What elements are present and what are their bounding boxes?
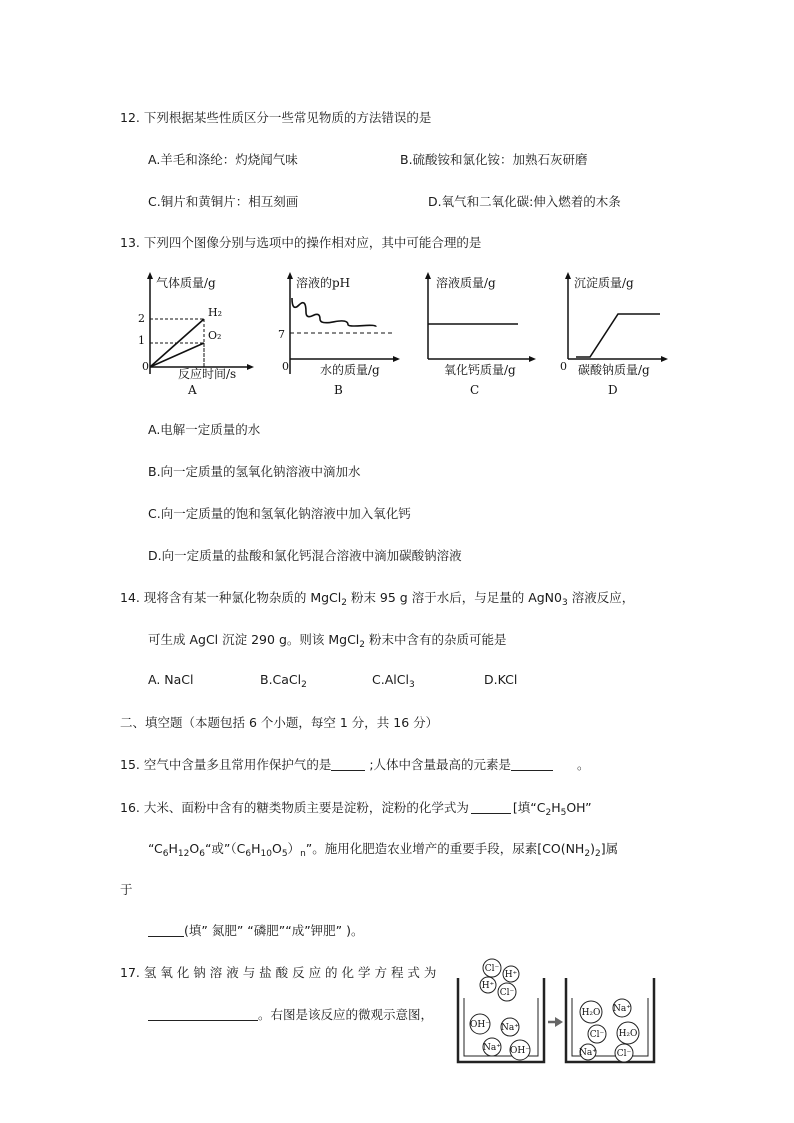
- svg-text:Na⁺: Na⁺: [579, 1048, 597, 1058]
- chart-a-origin: 0: [142, 360, 149, 373]
- ion: [483, 1038, 501, 1056]
- chart-a: [120, 270, 255, 400]
- ion: [501, 1018, 519, 1036]
- q12-option-a: A.羊毛和涤纶：灼烧闻气味: [148, 152, 298, 167]
- chart-c-label: C: [470, 383, 480, 397]
- svg-text:H⁺: H⁺: [481, 981, 495, 991]
- svg-text:Na⁺: Na⁺: [483, 1043, 501, 1053]
- q15: 15. 空气中含量多且常用作保护气的是 ;人体中含量最高的元素是 。: [120, 757, 590, 772]
- q13-option-c: C.向一定质量的饱和氢氧化钠溶液中加入氧化钙: [148, 506, 411, 521]
- chart-d-line: [576, 314, 660, 357]
- q16-line3: 于: [120, 882, 133, 897]
- chart-a-line-o2: [150, 343, 204, 367]
- q13-option-d: D.向一定质量的盐酸和氯化钙混合溶液中滴加碳酸钠溶液: [148, 548, 462, 563]
- chart-b-ylabel: 溶液的pH: [296, 276, 351, 290]
- chart-c: [414, 270, 544, 400]
- ion: [579, 1044, 597, 1060]
- ion: [580, 1001, 602, 1023]
- chart-a-x-arrow: [247, 364, 254, 370]
- chart-b-line-ph: [292, 298, 376, 327]
- chart-b-x-arrow: [393, 356, 400, 362]
- ion: [503, 966, 519, 982]
- q12-stem: 12. 下列根据某些性质区分一些常见物质的方法错误的是: [120, 110, 432, 125]
- ion: [613, 999, 631, 1017]
- q14-option-c: C.AlCl$_3$: [372, 672, 415, 690]
- chart-c-x-arrow: [529, 356, 536, 362]
- chart-d-label: D: [608, 383, 618, 397]
- q14-line1: 14. 现将含有某一种氯化物杂质的 MgCl$_2$ 粉末 95 g 溶于水后，与足量的 $AgN0_3$ 溶液反应，: [120, 590, 635, 608]
- chart-a-label: A: [188, 383, 197, 397]
- chart-d-ylabel: 沉淀质量/g: [574, 276, 634, 290]
- ion: [510, 1040, 530, 1060]
- chart-a-ytick-2: 2: [138, 312, 145, 325]
- chart-d-x-arrow: [661, 356, 668, 362]
- q14-option-b: B.CaCl$_2$: [260, 672, 307, 690]
- chart-a-series-h2-label: H₂: [208, 306, 223, 319]
- ion: [480, 977, 496, 993]
- chart-b-origin: 0: [282, 360, 289, 373]
- q17-line2: 。右图是该反应的微观示意图，: [148, 1005, 433, 1023]
- q13-stem: 13. 下列四个图像分别与选项中的操作相对应，其中可能合理的是: [120, 235, 482, 250]
- q17-line1: 17. 氢 氧 化 钠 溶 液 与 盐 酸 反 应 的 化 学 方 程 式 为: [120, 965, 437, 980]
- q16-line2: “$C_6H_{12}O_6“$或$”(C_6H_{10}O_5)_n$”。施用化肥造农业增产的重要手段，尿素$[CO(NH_2)_2]$属: [148, 841, 619, 859]
- ion: [483, 959, 501, 977]
- ion: [617, 1022, 639, 1044]
- chart-a-series-o2-label: O₂: [208, 329, 222, 342]
- svg-text:Cl⁻: Cl⁻: [589, 1030, 605, 1040]
- chart-d: [552, 270, 672, 400]
- q16-line4: (填” 氮肥” “磷肥”“成”钾肥” )。: [148, 921, 364, 939]
- q14-option-d: D.KCl: [484, 672, 518, 687]
- svg-text:OH⁻: OH⁻: [470, 1020, 490, 1030]
- chart-a-ylabel: 气体质量/g: [156, 276, 216, 290]
- chart-a-xlabel: 反应时间/s: [178, 367, 237, 381]
- chart-b-ytick-7: 7: [278, 328, 285, 341]
- svg-text:H₂O: H₂O: [618, 1029, 638, 1039]
- q12-option-c: C.铜片和黄铜片：相互刻画: [148, 194, 299, 209]
- svg-text:Na⁺: Na⁺: [613, 1004, 631, 1014]
- chart-c-y-arrow: [425, 272, 431, 279]
- reaction-arrow-head: [555, 1017, 563, 1027]
- chart-c-ylabel: 溶液质量/g: [436, 276, 496, 290]
- q13-option-b: B.向一定质量的氢氧化钠溶液中滴加水: [148, 464, 361, 479]
- q14-option-a: A. NaCl: [148, 672, 194, 687]
- q12-option-b: B.硫酸铵和氯化铵：加熟石灰研磨: [400, 152, 588, 167]
- svg-text:H⁺: H⁺: [504, 970, 518, 980]
- svg-text:Cl⁻: Cl⁻: [499, 988, 515, 998]
- chart-a-ytick-1: 1: [138, 334, 145, 347]
- q14-line2: 可生成 AgCl 沉淀 290 g。则该 MgCl$_2$ 粉末中含有的杂质可能是: [148, 632, 507, 650]
- chart-b-label: B: [334, 383, 343, 397]
- reaction-diagram: [448, 948, 660, 1070]
- ion: [615, 1044, 633, 1062]
- chart-d-y-arrow: [565, 272, 571, 279]
- ion: [470, 1014, 490, 1034]
- chart-b-y-arrow: [287, 272, 293, 279]
- chart-b-xlabel: 水的质量/g: [320, 363, 380, 377]
- q15-blank-2[interactable]: [511, 757, 553, 771]
- chart-d-xlabel: 碳酸钠质量/g: [578, 363, 650, 377]
- chart-a-y-arrow: [147, 272, 153, 279]
- svg-text:Cl⁻: Cl⁻: [484, 964, 500, 974]
- svg-text:Cl⁻: Cl⁻: [616, 1049, 632, 1059]
- svg-text:H₂O: H₂O: [581, 1008, 601, 1018]
- chart-d-origin: 0: [560, 360, 567, 373]
- chart-b: [268, 270, 403, 400]
- q15-blank-1[interactable]: [331, 757, 365, 771]
- svg-text:OH⁻: OH⁻: [510, 1046, 530, 1056]
- q13-option-a: A.电解一定质量的水: [148, 422, 261, 437]
- q17-blank[interactable]: [148, 1007, 258, 1021]
- q12-option-d: D.氧气和二氧化碳:伸入燃着的木条: [428, 194, 621, 209]
- svg-text:Na⁺: Na⁺: [501, 1023, 519, 1033]
- ion: [498, 983, 516, 1001]
- q16-blank-2[interactable]: [148, 923, 184, 937]
- ion: [588, 1025, 606, 1043]
- q16-line1: 16. 大米、面粉中含有的糖类物质主要是淀粉，淀粉的化学式为 [填“$C_2H_5OH$”: [120, 800, 592, 818]
- chart-c-xlabel: 氧化钙质量/g: [444, 363, 516, 377]
- q16-blank-1[interactable]: [471, 800, 511, 814]
- section-heading: 二、填空题（本题包括 6 个小题，每空 1 分，共 16 分）: [120, 715, 439, 730]
